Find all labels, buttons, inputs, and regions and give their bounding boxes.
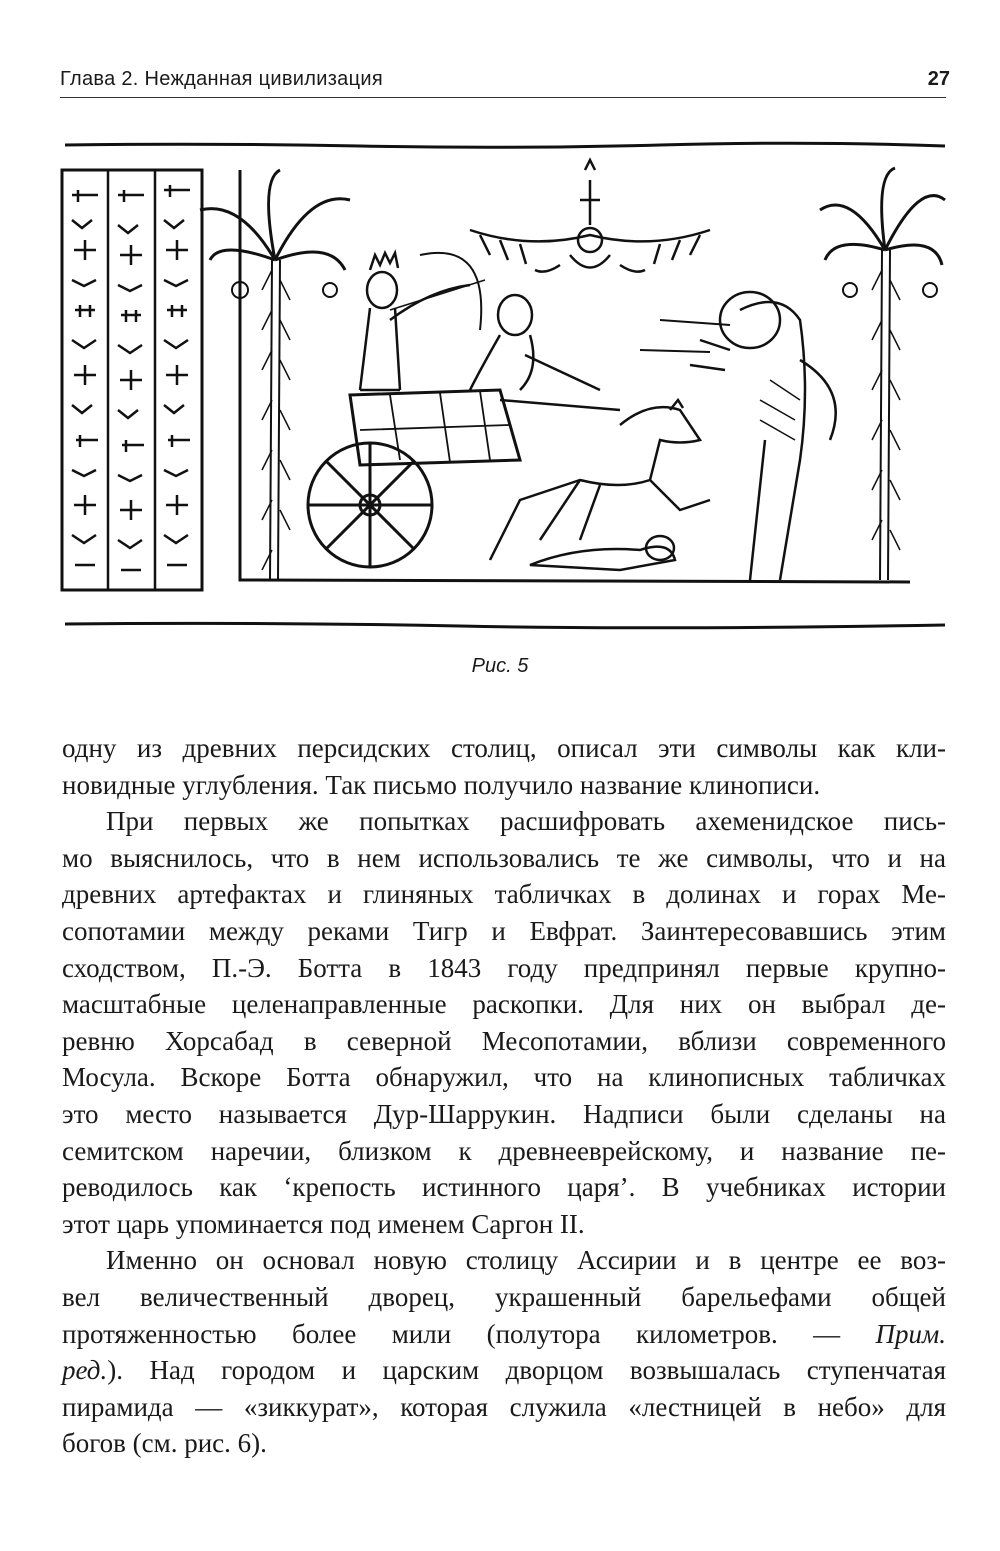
text-line: Мосула. Вскоре Ботта обнаружил, что на клинописных табличках [62,1062,946,1093]
right-palm-tree [820,168,945,580]
cuneiform-inscription-panel [62,170,202,590]
winged-disk-symbol [470,160,710,272]
italic-note: Прим. [875,1318,946,1349]
left-palm-tree [200,170,350,580]
king-archer-figure [360,253,485,390]
text-fragment: ). Над городом и царским дворцом возвышалась ступенчатая [107,1355,946,1386]
text-line: Именно он основал новую столицу Ассирии и в центре ее воз- [106,1245,946,1276]
page-number: 27 [927,68,950,90]
text-line: семитском наречии, близком к древнееврейскому, и название пе- [62,1135,946,1166]
text-line: сходством, П.-Э. Ботта в 1843 году предпринял первые крупно- [62,952,946,983]
chariot [308,390,620,567]
figure-caption: Рис. 5 [471,655,529,677]
text-line: это место называется Дур-Шаррукин. Надписи были сделаны на [62,1098,946,1129]
text-line: новидные углубления. Так письмо получило название клинописи. [62,769,821,800]
running-head [60,68,950,98]
text-line: сопотамии между реками Тигр и Евфрат. Заинтересовавшись этим [62,915,946,946]
charioteer-figure [470,295,600,390]
text-line: масштабные целенаправленные раскопки. Для них он выбрал де- [62,989,946,1020]
text-line: одну из древних персидских столиц, описал эти символы как кли- [62,733,946,763]
figure-bottom-rule [65,623,945,627]
text-line: ревню Хорсабад в северной Месопотамии, вблизи современного [62,1025,946,1056]
chapter-title: Глава 2. Нежданная цивилизация [60,68,383,90]
horse-figure [490,400,710,560]
text-line: древних артефактах и глиняных табличках в долинах и горах Ме- [62,879,946,910]
text-line: богов (см. рис. 6). [62,1428,267,1459]
text-line: реводилось как ‘крепость истинного царя’. В учебниках истории [62,1172,946,1203]
text-line: мо выяснилось, что в нем использовались те же символы, что и на [62,842,946,873]
figure-top-rule [65,143,945,147]
text-fragment: протяженностью более мили (полутора километров. — [62,1318,876,1349]
text-line: пирамида — «зиккурат», которая служила «лестницей в небо» для [62,1391,946,1422]
scene-frame [240,170,910,582]
figure-cylinder-seal-illustration [60,140,950,635]
rearing-lion-figure [640,292,836,580]
text-line [62,1316,946,1353]
fallen-figure [530,536,675,570]
text-line: При первых же попытках расшифровать ахеменидское пись- [106,806,946,837]
italic-note: ред. [62,1355,108,1386]
text-line: вел величественный дворец, украшенный барельефами общей [62,1281,946,1312]
header-rule [60,97,946,98]
text-line: этот царь упоминается под именем Саргон II. [62,1208,585,1239]
text-line [62,1352,946,1389]
body-text [62,730,946,1462]
